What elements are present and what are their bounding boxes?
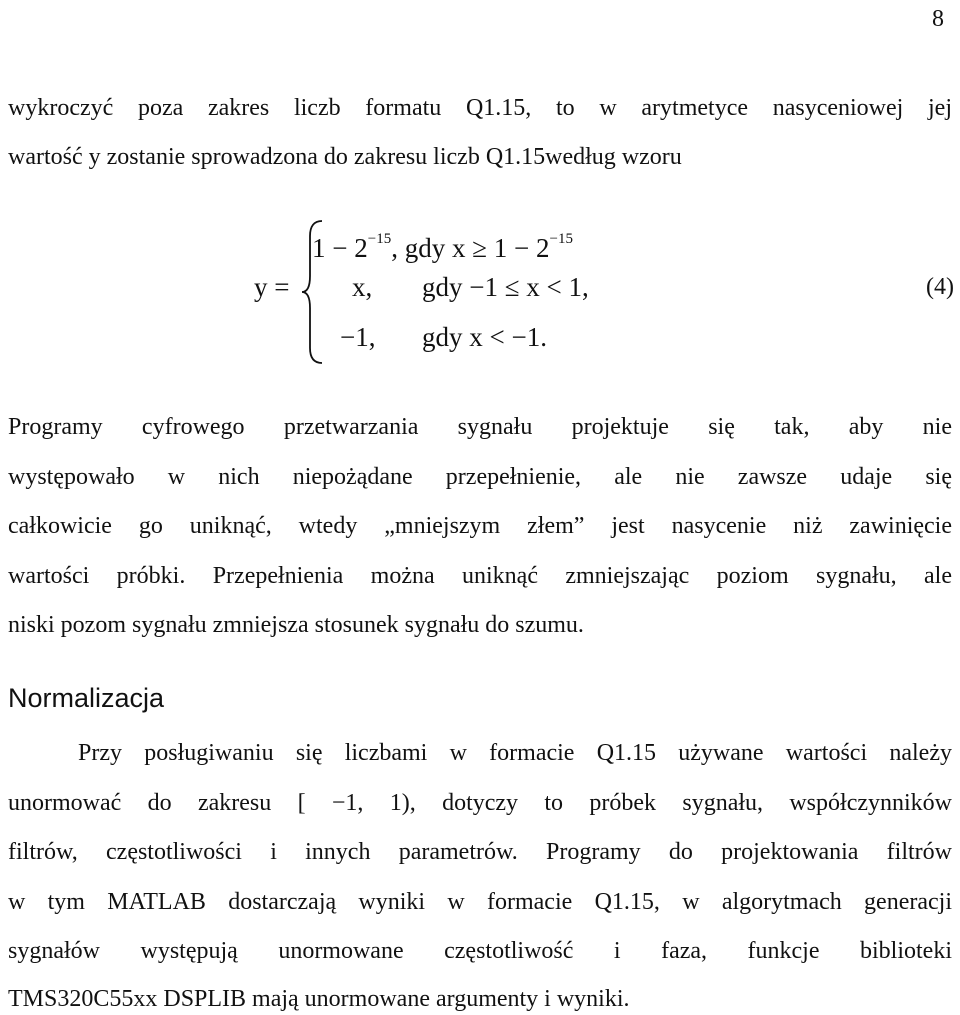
paragraph-line: filtrów, częstotliwości i innych parametrów. Programy do projektowania filtrów [8,839,952,865]
paragraph-line: wartość y zostanie sprowadzona do zakresu liczb Q1.15według wzoru [8,144,682,170]
case-2-value: x, [352,272,373,302]
equation-number: (4) [926,274,954,300]
case-3-condition: gdy x < −1. [422,322,547,352]
paragraph-line: całkowicie go uniknąć, wtedy „mniejszym złem” jest nasycenie niż zawinięcie [8,513,952,539]
equation-lhs: y = [254,272,290,302]
case-1-exponent: −15 [367,231,392,247]
case-1-condition: , gdy x ≥ 1 − 2 [391,233,550,263]
paragraph-line: TMS320C55xx DSPLIB mają unormowane argumenty i wyniki. [8,986,630,1012]
equation-case-1 [312,222,573,265]
case-2-condition: gdy −1 ≤ x < 1, [422,272,589,302]
paragraph-line: unormować do zakresu [ −1, 1), dotyczy to próbek sygnału, współczynników [8,790,952,816]
paragraph-line: występowało w nich niepożądane przepełnienie, ale nie zawsze udaje się [8,464,952,490]
case-3-value: −1, [340,322,376,352]
case-1-condition-exponent: −15 [549,231,573,247]
page-number: 8 [932,6,944,32]
paragraph-line: Programy cyfrowego przetwarzania sygnału projektuje się tak, aby nie [8,414,952,440]
paragraph-line: w tym MATLAB dostarczają wyniki w formacie Q1.15, w algorytmach generacji [8,889,952,915]
case-1-value: 1 − 2 [312,233,368,263]
paragraph-line: Przy posługiwaniu się liczbami w formacie Q1.15 używane wartości należy [78,740,952,766]
paragraph-line: niski pozom sygnału zmniejsza stosunek sygnału do szumu. [8,612,584,638]
paragraph-line: sygnałów występują unormowane częstotliwość i faza, funkcje biblioteki [8,938,952,964]
paragraph-line: wartości próbki. Przepełnienia można uniknąć zmniejszając poziom sygnału, ale [8,563,952,589]
section-heading: Normalizacja [8,683,165,713]
paragraph-line: wykroczyć poza zakres liczb formatu Q1.15, to w arytmetyce nasyceniowej jej [8,95,952,121]
